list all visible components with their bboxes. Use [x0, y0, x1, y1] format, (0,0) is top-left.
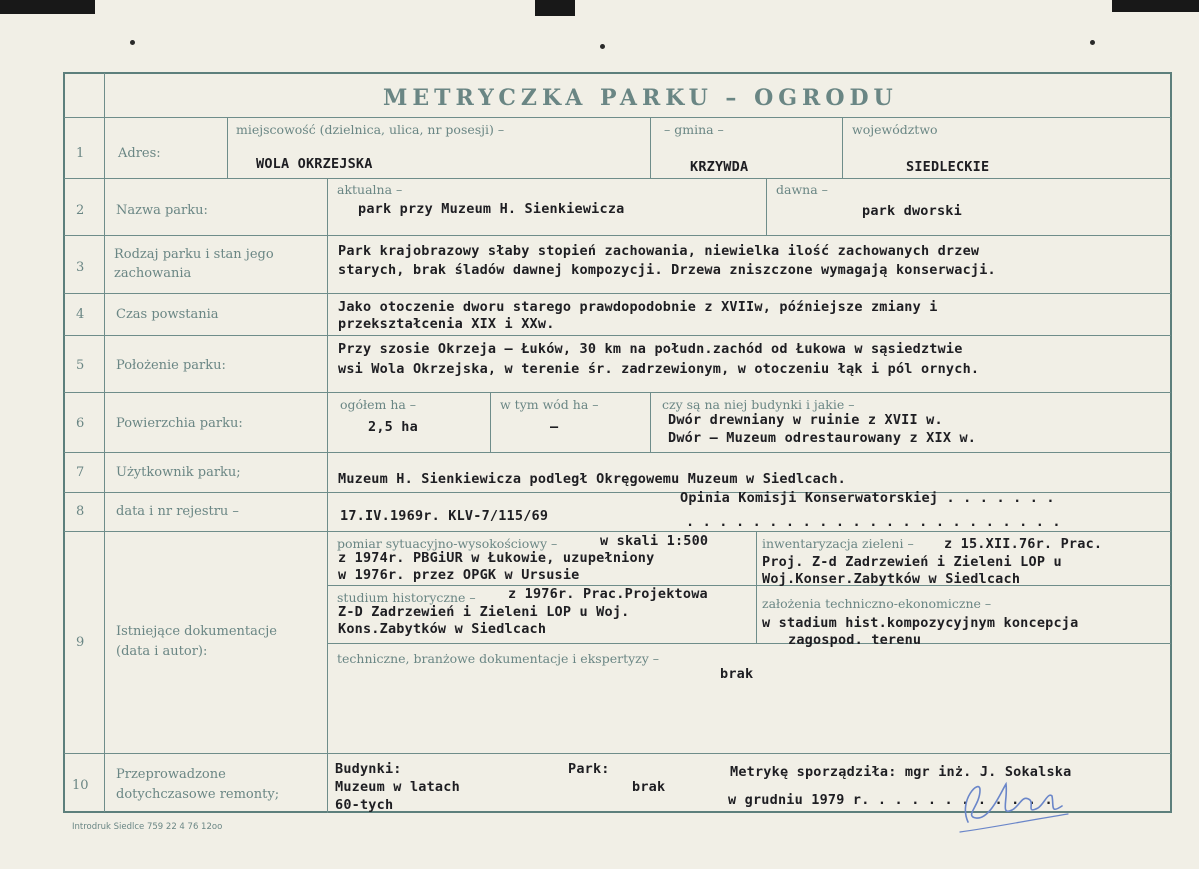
field-value: 2,5 ha [368, 419, 418, 435]
field-value: Metrykę sporządziła: mgr inż. J. Sokalska [730, 764, 1072, 780]
row-number: 7 [76, 465, 85, 480]
field-value: 17.IV.1969r. KLV-7/115/69 [340, 508, 549, 524]
field-value: Dwór drewniany w ruinie z XVII w. [668, 412, 943, 428]
field-caption: województwo [852, 122, 938, 137]
column-divider [650, 393, 651, 452]
field-value: Park krajobrazowy słaby stopień zachowania, niewielka ilość zachowanych drzew [338, 243, 980, 259]
row-label: Czas powstania [116, 307, 219, 322]
column-divider [327, 178, 328, 813]
field-value: wsi Wola Okrzejska, w terenie śr. zadrzewionym, w otoczeniu łąk i pól ornych. [338, 361, 980, 377]
binding-edge [1112, 0, 1199, 12]
frame-left [63, 72, 65, 813]
field-value: Kons.Zabytków w Siedlcach [338, 621, 547, 637]
field-value: 60-tych [335, 797, 394, 813]
field-value: zagospod. terenu [788, 632, 922, 648]
field-value: park przy Muzeum H. Sienkiewicza [358, 201, 625, 217]
field-value: Proj. Z-d Zadrzewień i Zieleni LOP u [762, 554, 1062, 570]
row-number: 6 [76, 416, 85, 431]
field-value: w skali 1:500 [600, 533, 709, 549]
row-label: Istniejące dokumentacje [116, 624, 277, 639]
field-caption: aktualna – [337, 182, 403, 197]
field-value: w 1976r. przez OPGK w Ursusie [338, 567, 580, 583]
column-divider [227, 118, 228, 178]
field-caption: założenia techniczno-ekonomiczne – [762, 596, 992, 611]
field-caption: – gmina – [664, 122, 724, 137]
field-value: park dworski [862, 203, 962, 219]
column-divider [842, 118, 843, 178]
row-label: Nazwa parku: [116, 203, 208, 218]
punch-mark [600, 44, 605, 49]
row-divider [64, 335, 1171, 336]
field-value: Budynki: [335, 761, 402, 777]
row-number: 8 [76, 504, 85, 519]
field-caption: ogółem ha – [340, 397, 417, 412]
field-value: z 15.XII.76r. Prac. [944, 536, 1103, 552]
row-number: 9 [76, 635, 85, 650]
row-divider [64, 117, 1171, 118]
field-value: Park: [568, 761, 610, 777]
frame-top [63, 72, 1172, 74]
field-value: w grudniu 1979 r. . . . . . . . . . . . [728, 792, 1053, 808]
field-caption: techniczne, branżowe dokumentacje i ekspertyzy – [337, 651, 660, 666]
field-value: Muzeum H. Sienkiewicza podległ Okręgowemu Muzeum w Siedlcach. [338, 471, 846, 487]
number-column-divider [104, 73, 105, 812]
field-value: – [550, 419, 559, 435]
field-value: Woj.Konser.Zabytków w Siedlcach [762, 571, 1021, 587]
column-divider [490, 393, 491, 452]
field-value: Opinia Komisji Konserwatorskiej . . . . . . . [680, 490, 1055, 506]
row-number: 10 [72, 778, 89, 793]
row-label: (data i autor): [116, 644, 208, 659]
row-label: Adres: [118, 146, 161, 161]
binding-edge [0, 0, 95, 14]
printer-imprint: Introdruk Siedlce 759 22 4 76 12oo [72, 822, 223, 832]
signature [950, 770, 1080, 836]
field-value: WOLA OKRZEJSKA [256, 156, 373, 172]
field-value: Muzeum w latach [335, 779, 460, 795]
row-divider [328, 585, 1171, 586]
row-divider [64, 753, 1171, 754]
field-value: przekształcenia XIX i XXw. [338, 316, 555, 332]
frame-right [1170, 72, 1172, 813]
field-value: brak [720, 666, 754, 682]
field-value: starych, brak śladów dawnej kompozycji. Drzewa zniszczone wymagają konserwacji. [338, 262, 996, 278]
row-label: Rodzaj parku i stan jego [114, 247, 274, 262]
row-number: 4 [76, 307, 85, 322]
field-value: Jako otoczenie dworu starego prawdopodobnie z XVIIw, późniejsze zmiany i [338, 299, 938, 315]
field-value: . . . . . . . . . . . . . . . . . . . . . . . [686, 514, 1061, 530]
field-value: SIEDLECKIE [906, 159, 990, 175]
row-label: Przeprowadzone [116, 767, 226, 782]
row-divider [64, 452, 1171, 453]
row-label: dotychczasowe remonty; [116, 787, 280, 802]
field-caption: inwentaryzacja zieleni – [762, 536, 914, 551]
field-caption: pomiar sytuacyjno-wysokościowy – [337, 536, 558, 551]
row-label: Użytkownik parku; [116, 465, 241, 480]
punch-mark [130, 40, 135, 45]
row-label: zachowania [114, 266, 192, 281]
row-number: 1 [76, 146, 85, 161]
field-caption: dawna – [776, 182, 828, 197]
field-value: KRZYWDA [690, 159, 749, 175]
row-label: data i nr rejestru – [116, 504, 239, 519]
field-value: w stadium hist.kompozycyjnym koncepcja [762, 615, 1079, 631]
field-caption: studium historyczne – [337, 590, 476, 605]
field-value: brak [632, 779, 666, 795]
field-value: Dwór – Muzeum odrestaurowany z XIX w. [668, 430, 977, 446]
row-divider [64, 293, 1171, 294]
row-number: 5 [76, 358, 85, 373]
row-divider [64, 392, 1171, 393]
row-label: Położenie parku: [116, 358, 226, 373]
field-value: Z-D Zadrzewień i Zieleni LOP u Woj. [338, 604, 630, 620]
row-divider [328, 643, 1171, 644]
row-number: 3 [76, 260, 85, 275]
field-caption: miejscowość (dzielnica, ulica, nr posesji) – [236, 122, 505, 137]
column-divider [756, 531, 757, 643]
field-value: z 1974r. PBGiUR w Łukowie, uzupełniony [338, 550, 655, 566]
field-caption: czy są na niej budynki i jakie – [662, 397, 855, 412]
row-label: Powierzchia parku: [116, 416, 243, 431]
punch-mark [1090, 40, 1095, 45]
column-divider [766, 178, 767, 235]
field-value: Przy szosie Okrzeja – Łuków, 30 km na połudn.zachód od Łukowa w sąsiedztwie [338, 341, 963, 357]
row-divider [64, 178, 1171, 179]
field-caption: w tym wód ha – [500, 397, 599, 412]
binding-edge [535, 0, 575, 16]
row-number: 2 [76, 203, 85, 218]
column-divider [650, 118, 651, 178]
field-value: z 1976r. Prac.Projektowa [508, 586, 708, 602]
row-divider [64, 235, 1171, 236]
row-divider [64, 531, 1171, 532]
page-title: METRYCZKA PARKU – OGRODU [383, 85, 898, 111]
